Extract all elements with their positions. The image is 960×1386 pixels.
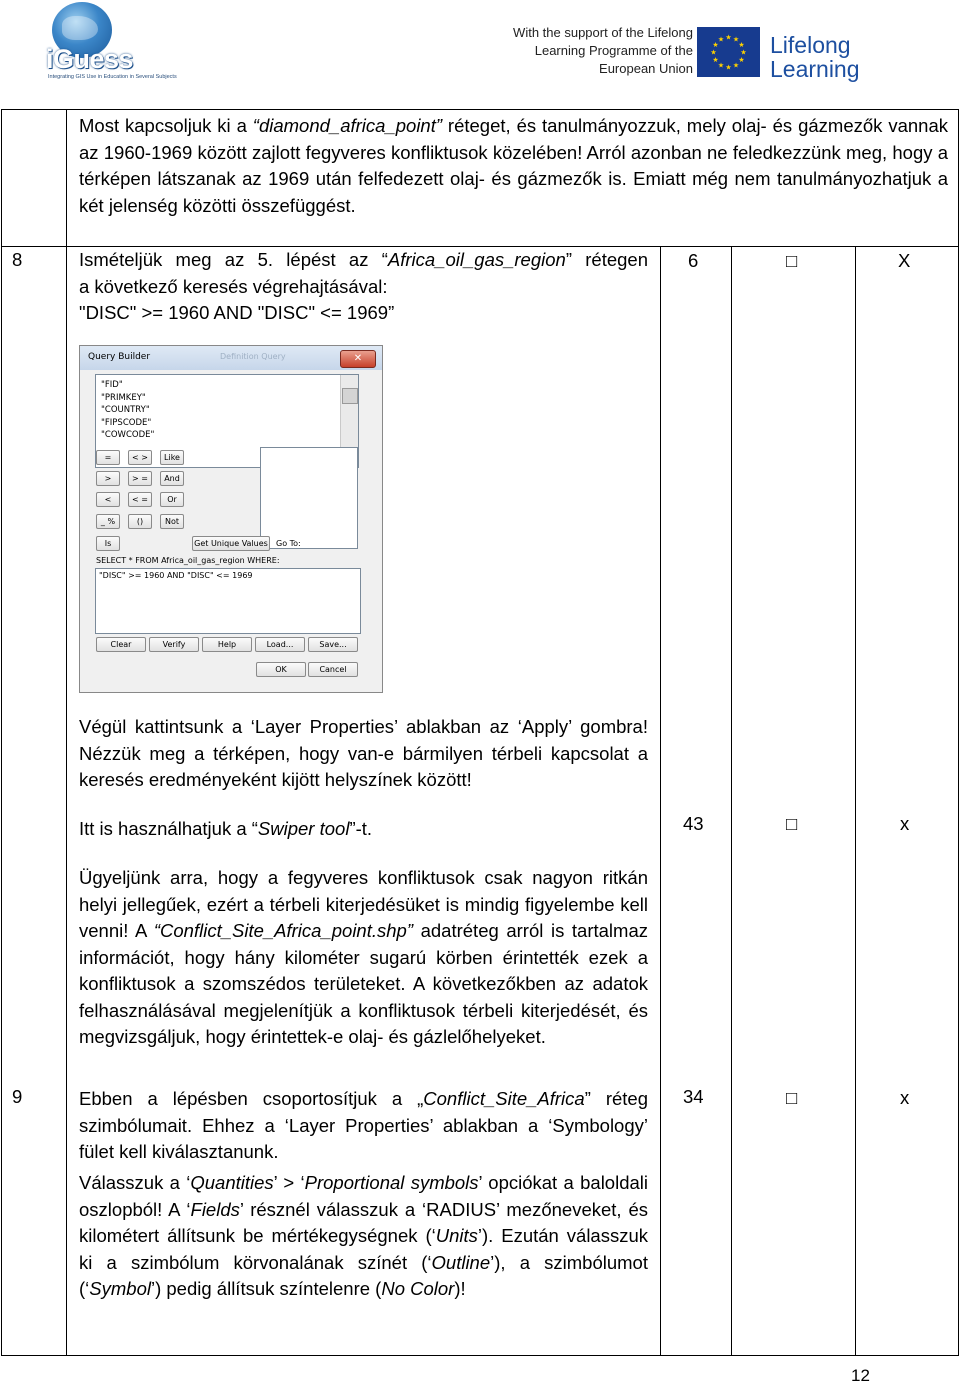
table-border	[855, 246, 856, 1356]
text-segment: adatréteg arról is tartalmaz információt, hogy hány kilométer sugarú körben érintették ezek a konfliktusok a szomszédos területeket. A következőkben az adatok felhasználásával megjelenítjük a konfliktusok térbeli kiterjedését, és megvizsgáljuk, hogy érintettek-e olaj- és gázlelőhelyeket.	[79, 920, 648, 1047]
background-title: Definition Query	[220, 352, 286, 361]
text-segment: Proportional symbols	[304, 1172, 479, 1193]
help-button[interactable]: Help	[202, 637, 252, 652]
star-icon: ★	[712, 57, 719, 64]
table-border	[1, 1355, 959, 1356]
step-number: 8	[12, 249, 23, 270]
list-item[interactable]: "COWCODE"	[101, 430, 155, 440]
text-segment: ’), a szimbólumot (‘	[79, 1251, 648, 1299]
table-border	[660, 246, 661, 1356]
dialog-title: Query Builder	[88, 352, 151, 362]
op-wildcard-button[interactable]: _ %	[96, 514, 120, 529]
checkbox-icon[interactable]: □	[786, 1087, 798, 1108]
list-item[interactable]: "FIPSCODE"	[101, 417, 152, 428]
star-icon: ★	[725, 34, 732, 42]
text-segment: ” réteg szimbólumait. Ehhez a ‘Layer Properties’ ablakban a ‘Symbology’ fület kell kiválasztanunk.	[79, 1088, 648, 1162]
table-border	[1, 109, 959, 110]
eu-support-text: With the support of the Lifelong Learning Programme of the European Union	[513, 25, 693, 76]
ok-button[interactable]: OK	[256, 662, 306, 677]
text-segment: ’ > ‘	[273, 1172, 305, 1193]
step-number: 9	[12, 1086, 23, 1107]
star-icon: ★	[717, 62, 725, 70]
text-segment: réteget, és tanulmányozzuk, mely olaj- és gázmezők vannak az 1960-1969 között zajlott fegyveres konfliktusok közelében! Arról azonban ne feledkezzünk meg, hogy a térképen látszanak az 1969 után felfedezett olaj- és gázmezők is. Emiatt még nem tanulmányozhatjuk a két jelenség közötti összefüggést.	[79, 115, 948, 216]
star-icon: ★	[738, 57, 745, 64]
logo-brand: iGuess	[46, 44, 134, 74]
star-icon: ★	[725, 64, 732, 72]
text-segment: Itt is használhatjuk a “	[79, 818, 258, 839]
mark-value: x	[900, 813, 910, 834]
goto-label: Go To:	[276, 539, 301, 548]
text-segment: “Conflict_Site_Africa_point.shp”	[153, 920, 413, 941]
text-segment: Symbol	[89, 1278, 151, 1299]
text-segment: ”-t.	[349, 818, 373, 839]
minutes-value: 6	[688, 250, 699, 271]
op-greater-equal-button[interactable]: > =	[128, 471, 152, 486]
load-button[interactable]: Load...	[255, 637, 305, 652]
star-icon: ★	[738, 42, 745, 49]
apply-paragraph	[79, 714, 648, 794]
close-button[interactable]: ✕	[340, 350, 376, 368]
text-segment: Végül kattintsunk a ‘Layer Properties’ ablakban az ‘Apply’ gombra! Nézzük meg a térképen, hogy van-e bármilyen térbeli kapcsolat a keresés eredményeként kijött helyszínek között!	[79, 716, 648, 790]
step8-line2: a következő keresés végrehajtásával:	[79, 276, 388, 297]
star-icon: ★	[732, 62, 740, 70]
text-segment: ” rétegen	[565, 249, 649, 270]
text-segment: ’ opciókat a baloldali oszlopból! A ‘	[79, 1172, 648, 1220]
star-icon: ★	[717, 36, 725, 44]
checkbox-icon[interactable]: □	[786, 813, 798, 834]
text-segment: ’). Ezután válasszuk ki a szimbólum körvonalának színét (‘	[79, 1225, 649, 1273]
lifelong-learning-logo: Lifelong Learning	[770, 32, 860, 82]
query-expression: "DISC" >= 1960 AND "DISC" <= 1969”	[79, 302, 395, 323]
text-segment: Africa_oil_gas_region	[387, 249, 566, 270]
table-border	[731, 246, 732, 1356]
op-like-button[interactable]: Like	[160, 450, 184, 465]
text-segment: No Color	[381, 1278, 455, 1299]
list-item[interactable]: "PRIMKEY"	[101, 392, 146, 403]
get-unique-values-button[interactable]: Get Unique Values	[192, 536, 270, 551]
select-statement-label: SELECT * FROM Africa_oil_gas_region WHERE:	[96, 556, 280, 565]
text-segment: Ismételjük meg az 5. lépést az “	[79, 249, 388, 270]
op-less-equal-button[interactable]: < =	[128, 492, 152, 507]
scroll-thumb[interactable]	[342, 388, 358, 404]
text-segment: )!	[454, 1278, 466, 1299]
op-or-button[interactable]: Or	[160, 492, 184, 507]
star-icon: ★	[740, 49, 747, 57]
minutes-value: 43	[683, 813, 704, 834]
clear-button[interactable]: Clear	[96, 637, 146, 652]
mark-value: x	[900, 1087, 910, 1108]
op-not-button[interactable]: Not	[160, 514, 184, 529]
titlebar	[80, 346, 382, 370]
text-segment: “diamond_africa_point”	[252, 115, 443, 136]
query-builder-screenshot	[79, 345, 383, 693]
text-segment: Units	[435, 1225, 478, 1246]
page-number: 12	[851, 1366, 870, 1385]
text-segment: Válasszuk a ‘	[79, 1172, 191, 1193]
text-segment: Quantities	[190, 1172, 274, 1193]
table-border	[1, 109, 2, 1356]
eu-flag-icon	[697, 27, 760, 77]
text-segment: Most kapcsoljuk ki a	[79, 115, 253, 136]
text-segment: Outline	[431, 1251, 491, 1273]
unique-values-list[interactable]	[260, 447, 358, 549]
sql-expression-input[interactable]: "DISC" >= 1960 AND "DISC" <= 1969	[95, 568, 361, 634]
star-icon: ★	[712, 42, 719, 49]
text-segment: Ügyeljünk arra, hogy a fegyveres konfliktusok csak nagyon ritkán helyi jellegűek, ezért a térbeli kiterjedésüket is mindig figyelembe kell venni! A	[79, 867, 648, 941]
conflict-paragraph	[79, 865, 648, 1051]
op-less-button[interactable]: <	[96, 492, 120, 507]
step9-paragraph-1	[79, 1086, 648, 1166]
table-border	[66, 109, 67, 1356]
text-segment: Fields	[190, 1198, 240, 1220]
text-segment: Ebben a lépésben csoportosítjuk a „	[79, 1088, 424, 1109]
text-segment: Conflict_Site_Africa	[423, 1088, 585, 1109]
intro-paragraph	[79, 113, 948, 219]
swiper-paragraph	[79, 816, 372, 843]
checkbox-icon[interactable]: □	[786, 250, 798, 271]
star-icon: ★	[710, 49, 717, 57]
list-item[interactable]: "FID"	[101, 380, 123, 390]
op-greater-button[interactable]: >	[96, 471, 120, 486]
op-is-button[interactable]: Is	[96, 536, 120, 551]
iguess-logo	[40, 2, 177, 82]
op-and-button[interactable]: And	[160, 471, 184, 486]
op-notequal-button[interactable]: < >	[128, 450, 152, 465]
text-segment: ’) pedig állítsuk színtelenre (	[150, 1278, 382, 1299]
table-border	[958, 109, 959, 1356]
star-icon: ★	[732, 36, 740, 44]
cancel-button[interactable]: Cancel	[308, 662, 358, 677]
op-parens-button[interactable]: ()	[128, 514, 152, 529]
list-item[interactable]: "COUNTRY"	[101, 405, 150, 415]
step8-line1	[79, 247, 648, 274]
op-equals-button[interactable]: =	[96, 450, 120, 465]
verify-button[interactable]: Verify	[149, 637, 199, 652]
logo-tagline: Integrating GIS Use in Education in Several Subjects	[48, 74, 177, 80]
mark-value: X	[898, 250, 911, 271]
text-segment: ’ résznél válasszuk a ‘RADIUS’ mezőneveket, és kilométert állítsunk be mértékegységnek (‘	[79, 1198, 648, 1246]
step9-paragraph-2	[79, 1170, 648, 1303]
minutes-value: 34	[683, 1086, 704, 1107]
save-button[interactable]: Save...	[308, 637, 358, 652]
text-segment: Swiper tool	[257, 818, 350, 839]
